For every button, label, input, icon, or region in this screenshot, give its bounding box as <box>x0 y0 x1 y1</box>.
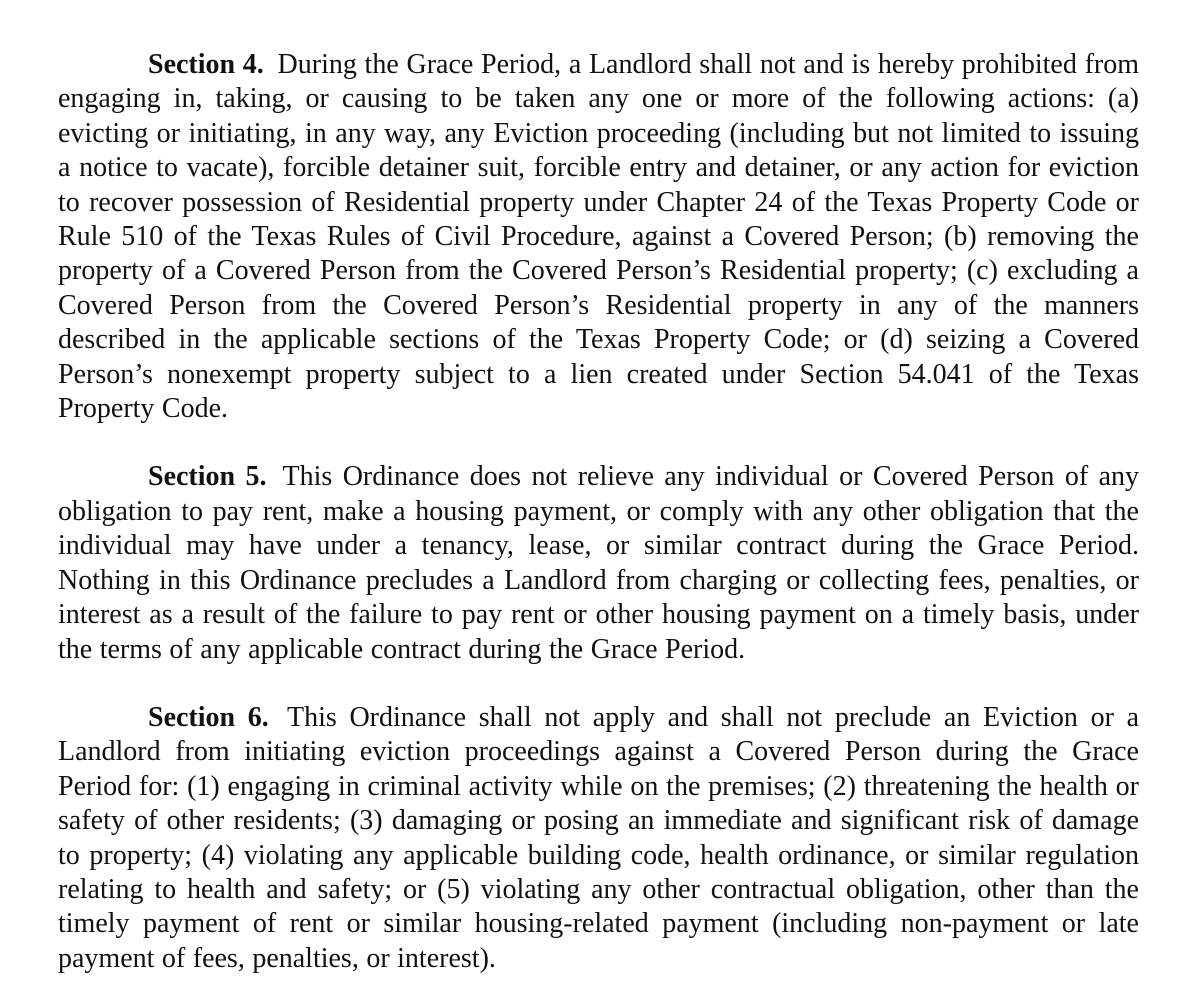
section-6-body: This Ordinance shall not apply and shall not preclude an Eviction or a Landlord from initiating eviction proceedings against a Covered Person during the Grace Period for: (1) engaging in criminal activity while on the premises; (2) threatening the health or safety of other residents; (3) damaging or posing an immediate and significant risk of damage to property; (4) violating any applicable building code, health ordinance, or similar regulation relating to health and safety; or (5) violating any other contractual obligation, other than the timely payment of rent or similar housing-related payment (including non-payment or late payment of fees, penalties, or interest). <box>58 701 1140 974</box>
document-page <box>58 48 1139 976</box>
section-5-body: This Ordinance does not relieve any individual or Covered Person of any obligation to pay rent, make a housing payment, or comply with any other obligation that the individual may have under a tenancy, lease, or similar contract during the Grace Period. Nothing in this Ordinance precludes a Landlord from charging or collecting fees, penalties, or interest as a result of the failure to pay rent or other housing payment on a timely basis, under the terms of any applicable contract during the Grace Period. <box>58 461 1140 665</box>
section-6 <box>58 701 1139 976</box>
section-6-heading: Section 6. <box>148 701 269 733</box>
section-5 <box>58 460 1139 666</box>
section-5-heading: Section 5. <box>148 461 267 493</box>
section-4-body: During the Grace Period, a Landlord shall not and is hereby prohibited from engaging in, taking, or causing to be taken any one or more of the following actions: (a) evicting or initiating, in any way, any Eviction proceeding (including but not limited to issuing a notice to vacate), forcible detainer suit, forcible entry and detainer, or any action for eviction to recover possession of Residential property under Chapter 24 of the Texas Property Code or Rule 510 of the Texas Rules of Civil Procedure, against a Covered Person; (b) removing the property of a Covered Person from the Covered Person’s Residential property; (c) excluding a Covered Person from the Covered Person’s Residential property in any of the manners described in the applicable sections of the Texas Property Code; or (d) seizing a Covered Person’s nonexempt property subject to a lien created under Section 54.041 of the Texas Property Code. <box>58 49 1139 425</box>
section-4-heading: Section 4. <box>148 49 264 80</box>
section-4 <box>58 48 1139 426</box>
